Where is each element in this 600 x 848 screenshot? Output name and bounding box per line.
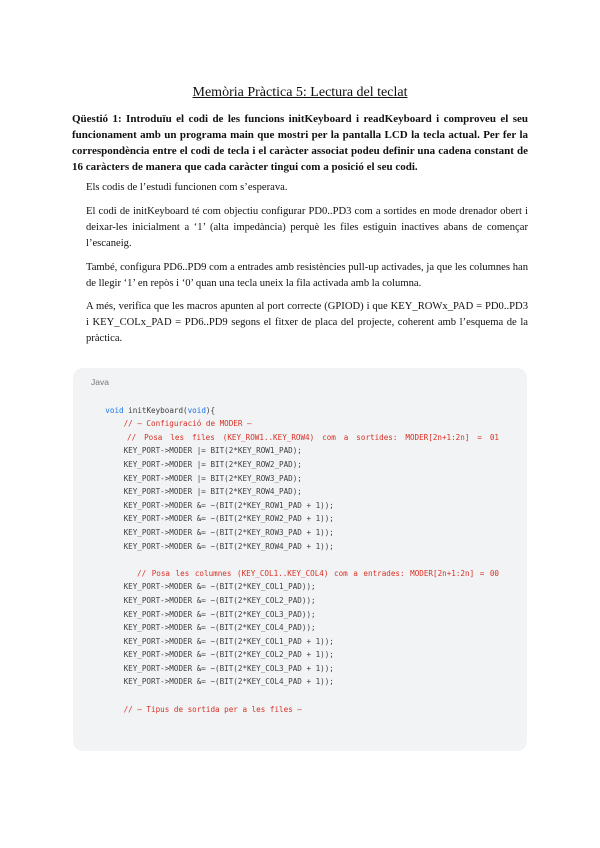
paragraph-3: També, configura PD6..PD9 com a entrades amb resistències pull-up activades, ja que les columnes han de llegir ‘1’ en repòs i ‘0’ quan una tecla uneix la fila activada amb la columna. — [86, 262, 528, 289]
code-line: KEY_PORT->MODER &= ~(BIT(2*KEY_ROW3_PAD + 1)); — [123, 527, 334, 537]
paragraph-4: A més, verifica que les macros apunten al port correcte (GPIOD) i que KEY_ROWx_PAD = PD0..PD3 i KEY_COLx_PAD = PD6..PD9 segons el fitxer de placa del projecte, coherent amb l’esquema de la pràctica. — [86, 301, 528, 344]
code-line: KEY_PORT->MODER &= ~(BIT(2*KEY_COL2_PAD)); — [123, 595, 316, 605]
code-line: KEY_PORT->MODER |= BIT(2*KEY_ROW3_PAD); — [123, 473, 302, 483]
question-text: Qüestió 1: Introduïu el codi de les funcions initKeyboard i readKeyboard i comproveu el seu funcionament amb un programa main que mostri per la pantalla LCD la tecla actual. Per fer la correspondència entre el codi de tecla i el caràcter associat podeu definir una cadena constant de 16 caràcters de manera que cada caràcter tingui com a posició el seu codi. — [72, 113, 528, 173]
code-blank-line — [87, 689, 517, 703]
code-comment-cols: // Posa les columnes (KEY_COL1..KEY_COL4) com a entrades: MODER[2n+1:2n] = 00 — [137, 568, 499, 578]
code-line-signature: void initKeyboard(void){ — [105, 405, 216, 415]
code-line: KEY_PORT->MODER |= BIT(2*KEY_ROW2_PAD); — [123, 459, 302, 469]
code-line: KEY_PORT->MODER &= ~(BIT(2*KEY_COL1_PAD)); — [123, 582, 316, 592]
code-line: KEY_PORT->MODER &= ~(BIT(2*KEY_COL4_PAD + 1)); — [123, 677, 334, 687]
code-comment-moder: // – Configuració de MODER – — [123, 419, 252, 429]
code-comment-rows: // Posa les files (KEY_ROW1..KEY_ROW4) com a sortides: MODER[2n+1:2n] = 01 — [127, 432, 499, 442]
code-language-label: Java — [91, 377, 109, 387]
code-line: KEY_PORT->MODER &= ~(BIT(2*KEY_ROW1_PAD + 1)); — [123, 500, 334, 510]
code-line: KEY_PORT->MODER &= ~(BIT(2*KEY_ROW2_PAD + 1)); — [123, 514, 334, 524]
code-line: KEY_PORT->MODER &= ~(BIT(2*KEY_COL1_PAD + 1)); — [123, 636, 334, 646]
code-blank-line — [87, 553, 517, 567]
code-line: KEY_PORT->MODER |= BIT(2*KEY_ROW4_PAD); — [123, 487, 302, 497]
code-comment-output-type: // – Tipus de sortida per a les files – — [123, 704, 302, 714]
code-line: KEY_PORT->MODER &= ~(BIT(2*KEY_COL4_PAD)); — [123, 623, 316, 633]
code-line: KEY_PORT->MODER &= ~(BIT(2*KEY_ROW4_PAD + 1)); — [123, 541, 334, 551]
code-line: KEY_PORT->MODER &= ~(BIT(2*KEY_COL3_PAD + 1)); — [123, 663, 334, 673]
document-title: Memòria Pràctica 5: Lectura del teclat — [192, 85, 408, 100]
code-content — [87, 390, 517, 716]
code-line: KEY_PORT->MODER &= ~(BIT(2*KEY_COL2_PAD + 1)); — [123, 650, 334, 660]
code-block — [73, 368, 527, 751]
code-line: KEY_PORT->MODER &= ~(BIT(2*KEY_COL3_PAD)); — [123, 609, 316, 619]
paragraph-2: El codi de initKeyboard té com objectiu configurar PD0..PD3 com a sortides en mode drenador obert i deixar-les inicialment a ‘1’ (alta impedància) perquè les files estiguin inactives abans de començar l’escaneig. — [86, 206, 528, 249]
paragraph-1: Els codis de l’estudi funcionen com s’esperava. — [86, 182, 288, 193]
code-line: KEY_PORT->MODER |= BIT(2*KEY_ROW1_PAD); — [123, 446, 302, 456]
